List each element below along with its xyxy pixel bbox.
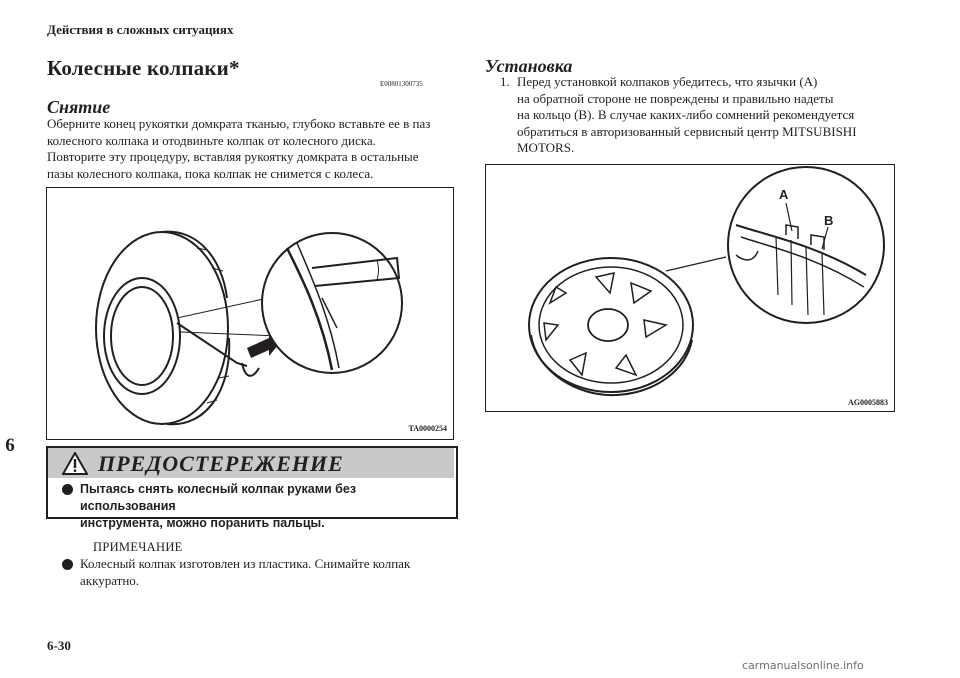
warning-triangle-icon (62, 452, 88, 475)
installation-figure-code: AG0005883 (848, 398, 888, 407)
callout-b: B (824, 213, 834, 228)
removal-heading: Снятие (47, 97, 111, 117)
note-bullet (62, 559, 73, 570)
installation-heading: Установка (485, 56, 573, 76)
chapter-tab: 6 (0, 428, 20, 464)
tire-and-jack-handle-illustration (47, 188, 453, 439)
page-number: 6-30 (47, 638, 71, 653)
wheel-cover-illustration (486, 165, 894, 411)
document-code: E00801300735 (380, 80, 423, 88)
removal-line: пазы колесного колпака, пока колпак не снимется с колеса. (47, 165, 374, 181)
warning-line: Пытаясь снять колесный колпак руками без использования (80, 482, 357, 513)
installation-step-number: 1. (500, 74, 510, 89)
note-line: Колесный колпак изготовлен из пластика. Снимайте колпак (80, 556, 411, 571)
removal-paragraph (47, 116, 467, 182)
removal-line: колесного колпака и отодвиньте колпак от колесного диска. (47, 132, 376, 148)
section-title: Колесные колпаки* (47, 56, 240, 80)
installation-line: Перед установкой колпаков убедитесь, что язычки (A) (517, 74, 818, 89)
installation-line: MOTORS. (517, 140, 575, 155)
installation-line: на обратной стороне не повреждены и правильно надеты (517, 90, 834, 106)
warning-bullet (62, 484, 73, 495)
note-label: ПРИМЕЧАНИЕ (93, 540, 183, 554)
installation-line: обратиться в авторизованный сервисный центр MITSUBISHI (517, 123, 857, 139)
removal-line: Повторите эту процедуру, вставляя рукоятку домкрата в остальные (47, 149, 419, 164)
running-head: Действия в сложных ситуациях (47, 22, 234, 37)
warning-text (80, 481, 440, 532)
warning-line: инструмента, можно поранить пальцы. (80, 516, 325, 530)
installation-figure (485, 164, 895, 412)
removal-figure (46, 187, 454, 440)
warning-title: ПРЕДОСТЕРЕЖЕНИЕ (98, 451, 344, 476)
note-text (80, 556, 450, 589)
installation-line: на кольцо (B). В случае каких-либо сомнений рекомендуется (517, 107, 855, 122)
note-line: аккуратно. (80, 572, 140, 588)
removal-figure-code: TA0000254 (408, 424, 447, 433)
removal-line: Оберните конец рукоятки домкрата тканью, глубоко вставьте ее в паз (47, 116, 431, 131)
installation-step-text (517, 74, 897, 157)
watermark: carmanualsonline.info (742, 659, 864, 672)
callout-a: A (779, 187, 789, 202)
